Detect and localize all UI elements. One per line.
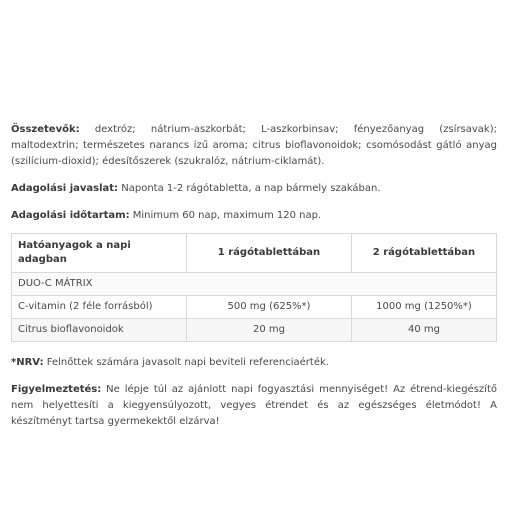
row-vitamin-c-one: 500 mg (625%*) xyxy=(187,296,352,319)
table-row xyxy=(12,296,497,319)
nrv-paragraph xyxy=(11,355,497,371)
dosage-paragraph xyxy=(11,181,497,197)
warning-text: Ne lépje túl az ajánlott napi fogyasztási mennyiséget! Az étrend-kiegészítő nem helyettesíti a kiegyensúlyozott, vegyes étrendet és az egészséges életmódot! A készítményt tartsa gyermekektől elzárva! xyxy=(11,384,497,427)
row-bioflavonoid-two: 40 mg xyxy=(352,319,497,342)
row-bioflavonoid-one: 20 mg xyxy=(187,319,352,342)
ingredients-paragraph xyxy=(11,122,497,170)
dosage-label: Adagolási javaslat: xyxy=(11,183,119,194)
section-title: DUO-C MÁTRIX xyxy=(12,273,497,296)
table-header-row xyxy=(12,234,497,273)
active-ingredients-table xyxy=(11,233,497,342)
table-section-row xyxy=(12,273,497,296)
warning-paragraph xyxy=(11,382,497,430)
duration-text: Minimum 60 nap, maximum 120 nap. xyxy=(129,210,322,221)
ingredients-text: dextróz; nátrium-aszkorbát; L-aszkorbinsav; fényezőanyag (zsírsavak); maltodextrin; természetes narancs ízű aroma; citrus bioflavonoidok; csomósodást gátló anyag (szilícium-dioxid); édesítőszerek (szukralóz, nátrium-ciklamát). xyxy=(11,124,497,167)
row-vitamin-c-two: 1000 mg (1250%*) xyxy=(352,296,497,319)
nrv-label: *NRV: xyxy=(11,357,44,368)
duration-paragraph xyxy=(11,208,497,224)
row-vitamin-c-name: C-vitamin (2 féle forrásból) xyxy=(12,296,187,319)
dosage-text: Naponta 1-2 rágótabletta, a nap bármely szakában. xyxy=(118,183,381,194)
ingredients-label: Összetevők: xyxy=(11,124,80,135)
header-ingredients: Hatóanyagok a napi adagban xyxy=(12,234,187,273)
row-bioflavonoid-name: Citrus bioflavonoidok xyxy=(12,319,187,342)
product-info xyxy=(11,122,497,441)
nrv-text: Felnőttek számára javasolt napi beviteli referenciaérték. xyxy=(43,357,329,368)
duration-label: Adagolási időtartam: xyxy=(11,210,130,221)
header-one-tablet: 1 rágótablettában xyxy=(187,234,352,273)
table-row xyxy=(12,319,497,342)
warning-label: Figyelmeztetés: xyxy=(11,384,102,395)
header-two-tablets: 2 rágótablettában xyxy=(352,234,497,273)
